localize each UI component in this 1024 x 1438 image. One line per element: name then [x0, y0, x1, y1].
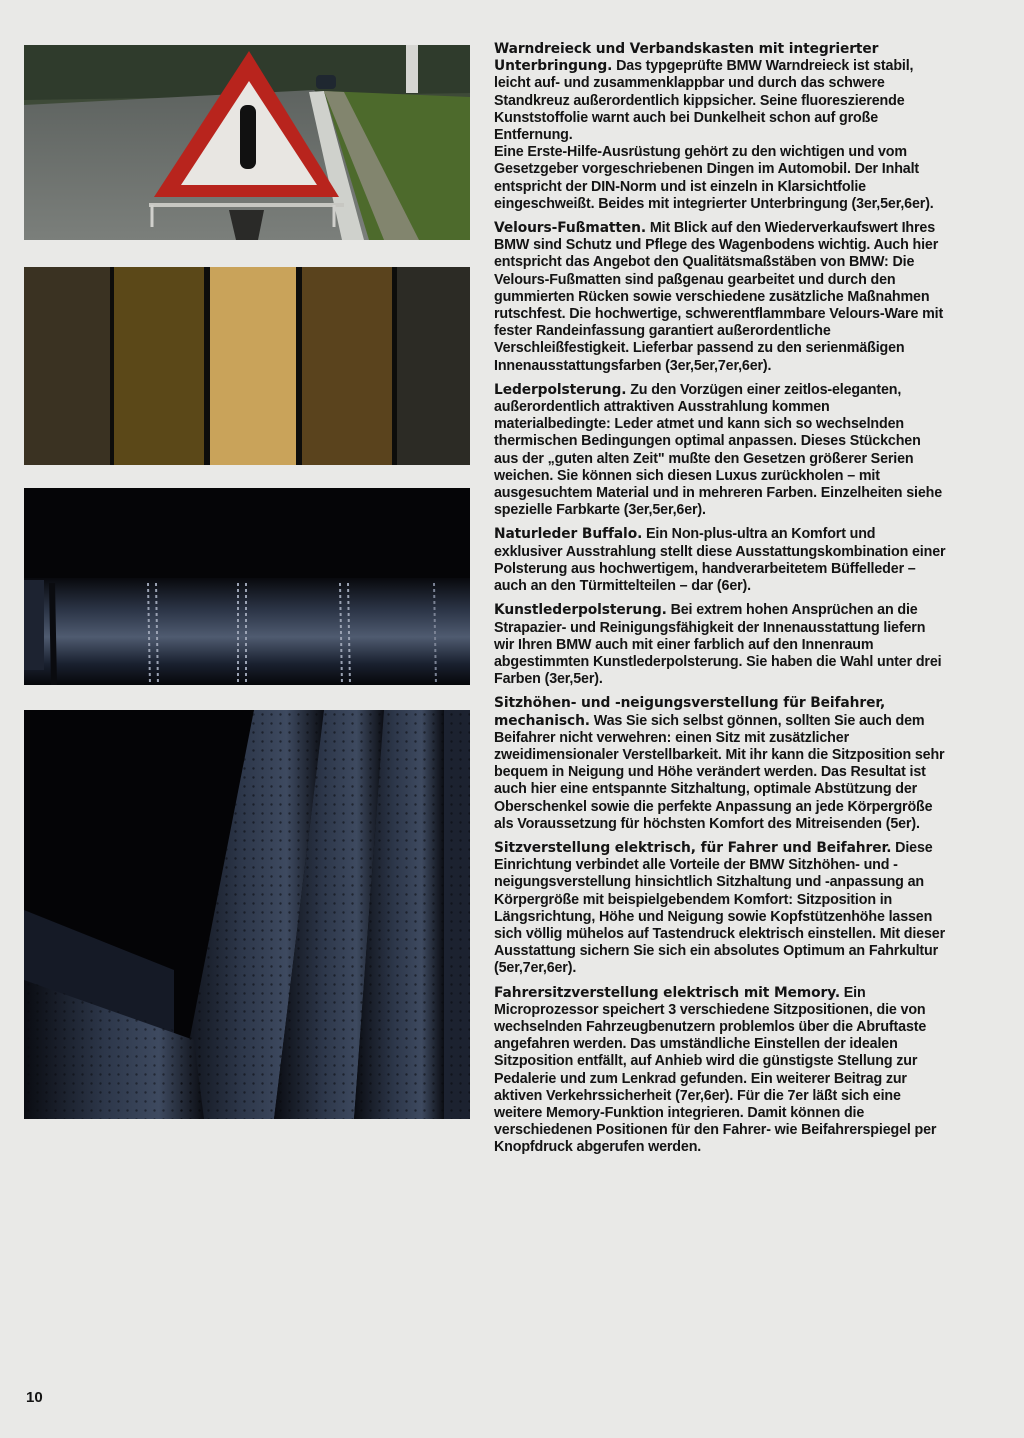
section-body: Zu den Vorzügen einer zeitlos-eleganten, außerordentlich attraktiven Ausstrahlung kommen materialbedingte: Leder atmet und kann sich so wechselnden thermischen Bedingungen optimal anpassen. Dieses Stückchen aus der „guten alten Zeit" mußte den Gesetzen größerer Serien weichen. Sie können sich diesen Luxus zurückholen – mit ausgesuchtem Material und in mehreren Farben. Einzelheiten siehe spezielle Farbkarte (3er,5er,6er). — [494, 381, 943, 519]
section-heading: Naturleder Buffalo. — [494, 526, 643, 543]
section-body: Das typgeprüfte BMW Warndreieck ist stabil, leicht auf- und zusammenklappbar und durch das schwere Standkreuz außerordentlich kippsicher. Seine fluoreszierende Kunststoffolie warnt auch bei Dunkelheit schon auf große Entfernung. — [494, 58, 914, 144]
text-column — [494, 41, 946, 1164]
section-body: Bei extrem hohen Ansprüchen an die Strapazier- und Reinigungsfähigkeit der Innenausstattung liefern wir Ihren BMW auch mit einer farblich auf den Innenraum abgestimmten Kunstlederpolsterung. Sie haben die Wahl unter drei Farben (3er,5er). — [494, 602, 942, 688]
section-heading: Velours-Fußmatten. — [494, 220, 647, 237]
photo-warning-triangle — [24, 45, 470, 240]
page-number: 10 — [26, 1389, 43, 1406]
section-heading: Kunstlederpolsterung. — [494, 602, 667, 619]
section-buffalo-leather — [494, 526, 946, 595]
section-heading: Warndreieck und Verbandskasten mit integrierter Unterbringung. — [494, 41, 879, 75]
photo-leather-upholstery — [24, 488, 470, 685]
section-memory-seat — [494, 985, 946, 1157]
section-heading: Sitzverstellung elektrisch, für Fahrer und Beifahrer. — [494, 839, 892, 856]
section-heading: Lederpolsterung. — [494, 381, 627, 398]
section-leatherette — [494, 602, 946, 688]
section-body: Diese Einrichtung verbindet alle Vorteile der BMW Sitzhöhen- und -neigungsverstellung hinsichtlich Sitzhaltung und -anpassung an Körpergröße mit beispielgebendem Komfort: Sitzposition in Längsrichtung, Höhe und Neigung sowie Kopfstützenhöhe lassen sich völlig mühelos auf Tastendruck elektrisch einstellen. Mit dieser Ausstattung sichern Sie sich ein absolutes Optimum an Fahrkultur (5er,7er,6er). — [494, 839, 945, 977]
section-electric-seat-adjust — [494, 840, 946, 978]
photo-velour-mats — [24, 267, 470, 465]
section-body: Was Sie sich selbst gönnen, sollten Sie auch dem Beifahrer nicht verwehren: einen Sitz mit zusätzlicher zweidimensionaler Verstellbarkeit. Mit ihr kann die Sitzposition sehr bequem in Neigung und Höhe verändert werden. Das Resultat ist auch hier eine entspannte Sitzhaltung, optimale Abstützung der Oberschenkel sowie die perfekte Anpassung an jede Körpergröße als Voraussetzung für höchsten Komfort des Mitreisenden (5er). — [494, 712, 945, 832]
section-leather-upholstery — [494, 382, 946, 520]
section-passenger-seat-adjust — [494, 695, 946, 833]
section-body: Ein Non-plus-ultra an Komfort und exklusiver Ausstrahlung stellt diese Ausstattungskombination einer Polsterung aus hochwertigem, handverarbeitetem Büffelleder – auch an den Türmittelteilen – dar (6er). — [494, 526, 946, 595]
section-body: Mit Blick auf den Wiederverkaufswert Ihres BMW sind Schutz und Pflege des Wagenbodens wichtig. Auch hier entspricht das Angebot den Qualitätsmaßstäben von BMW: Die Velours-Fußmatten sind paßgenau gearbeitet und durch den gummierten Rücken sowie verschiedene zusätzliche Maßnahmen rutschfest. Die hochwertige, schwerentflammbare Velours-Ware mit fester Randeinfassung garantiert außerordentliche Verschleißfestigkeit. Lieferbar passend zu den serienmäßigen Innenausstattungsfarben (3er,5er,7er,6er). — [494, 220, 944, 374]
section-heading: Fahrersitzverstellung elektrisch mit Memory. — [494, 984, 840, 1001]
section-velour-mats — [494, 220, 946, 375]
section-body-continued: Eine Erste-Hilfe-Ausrüstung gehört zu den wichtigen und vom Gesetzgeber vorgeschriebenen Dingen im Automobil. Der Inhalt entspricht der DIN-Norm und ist einzeln in Klarsichtfolie eingeschweißt. Beides mit integrierter Unterbringung (3er,5er,6er). — [494, 144, 934, 212]
section-warning-triangle — [494, 41, 946, 213]
photo-perforated-seat — [24, 710, 470, 1119]
section-body: Ein Microprozessor speichert 3 verschiedene Sitzpositionen, die von wechselnden Fahrzeugbenutzern problemlos über die Abruftaste angefahren werden. Das umständliche Einstellen der idealen Sitzposition entfällt, auf Anhieb wird die günstigste Stellung zur Pedalerie und zum Lenkrad gefunden. Ein weiterer Beitrag zur aktiven Verkehrssicherheit (7er,6er). Für die 7er läßt sich eine weitere Memory-Funktion integrieren. Damit können die verschiedenen Positionen für den Fahrer- wie Beifahrerspiegel per Knopfdruck abgerufen werden. — [494, 984, 937, 1156]
section-heading: Sitzhöhen- und -neigungsverstellung für Beifahrer, mechanisch. — [494, 695, 886, 729]
